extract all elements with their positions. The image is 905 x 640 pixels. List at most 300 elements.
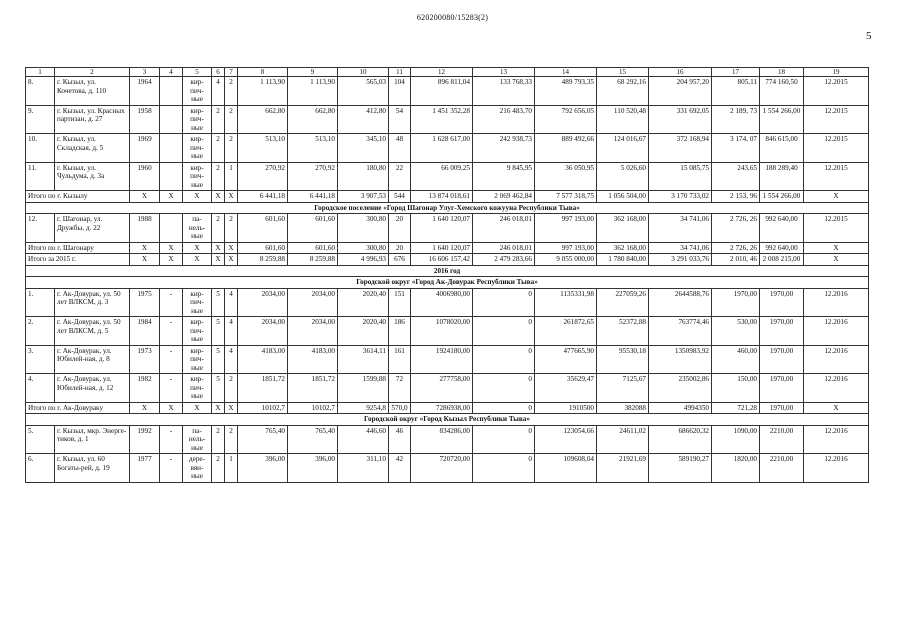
table-cell: 6 441,18 bbox=[238, 191, 288, 203]
table-cell: 12.2015 bbox=[804, 77, 869, 106]
table-cell: 1. bbox=[26, 288, 55, 317]
table-cell: 48 bbox=[389, 134, 411, 163]
table-cell: 261872,65 bbox=[535, 317, 597, 346]
table-cell: 601,60 bbox=[288, 242, 338, 254]
table-cell: 1970,00 bbox=[760, 374, 804, 403]
table-cell: 2 726, 26 bbox=[712, 242, 760, 254]
table-cell: г. Шагонар, ул. Дружбы, д. 22 bbox=[55, 214, 130, 243]
table-cell: г. Кызыл, ул. 60 Богаты-рей, д. 19 bbox=[55, 454, 130, 483]
table-cell: 1970,00 bbox=[760, 288, 804, 317]
table-cell: 544 bbox=[389, 191, 411, 203]
table-cell: 460,00 bbox=[712, 345, 760, 374]
table-cell: 277758,00 bbox=[411, 374, 473, 403]
table-cell: X bbox=[130, 402, 160, 414]
table-cell: 530,00 bbox=[712, 317, 760, 346]
table-cell: 3614,11 bbox=[338, 345, 389, 374]
table-row bbox=[26, 317, 869, 346]
table-cell: 180,80 bbox=[338, 162, 389, 191]
table-row bbox=[26, 374, 869, 403]
table-cell: 997 193,00 bbox=[535, 242, 597, 254]
table-cell: X bbox=[160, 402, 183, 414]
table-cell: 123054,66 bbox=[535, 425, 597, 454]
table-cell: 896 811,04 bbox=[411, 77, 473, 106]
table-cell: 834286,00 bbox=[411, 425, 473, 454]
column-header: 19 bbox=[804, 68, 869, 77]
table-cell: 8 259,88 bbox=[288, 254, 338, 266]
section-heading-row bbox=[26, 277, 869, 289]
table-cell: 12. bbox=[26, 214, 55, 243]
table-cell: 2 bbox=[225, 134, 238, 163]
table-cell: 1988 bbox=[130, 214, 160, 243]
table-cell: 2034,00 bbox=[288, 288, 338, 317]
column-header: 4 bbox=[160, 68, 183, 77]
table-cell: 150,00 bbox=[712, 374, 760, 403]
column-header: 11 bbox=[389, 68, 411, 77]
table-cell: - bbox=[160, 288, 183, 317]
table-cell: 4006980,00 bbox=[411, 288, 473, 317]
table-cell: 2644588,76 bbox=[649, 288, 712, 317]
column-header: 1 bbox=[26, 68, 55, 77]
table-cell: X bbox=[212, 402, 225, 414]
table-cell: - bbox=[160, 345, 183, 374]
table-cell: 992 640,00 bbox=[760, 242, 804, 254]
table-cell: 589190,27 bbox=[649, 454, 712, 483]
table-cell: 2020,40 bbox=[338, 317, 389, 346]
table-cell: 1975 bbox=[130, 288, 160, 317]
table-cell: 1 bbox=[225, 454, 238, 483]
table-cell: X bbox=[183, 254, 212, 266]
table-cell: 133 768,33 bbox=[473, 77, 535, 106]
table-cell: 0 bbox=[473, 288, 535, 317]
table-cell: X bbox=[804, 242, 869, 254]
table-cell: X bbox=[225, 242, 238, 254]
table-cell: 6. bbox=[26, 454, 55, 483]
table-cell: 2 189, 73 bbox=[712, 105, 760, 134]
table-cell: 372 168,94 bbox=[649, 134, 712, 163]
table-cell: 4183,00 bbox=[238, 345, 288, 374]
table-cell: 12.2015 bbox=[804, 162, 869, 191]
table-cell: 1599,88 bbox=[338, 374, 389, 403]
table-cell: 1960 bbox=[130, 162, 160, 191]
table-cell: 270,92 bbox=[288, 162, 338, 191]
table-cell: X bbox=[225, 254, 238, 266]
table-cell: 0 bbox=[473, 317, 535, 346]
table-cell bbox=[160, 134, 183, 163]
table-cell: 66 009,25 bbox=[411, 162, 473, 191]
table-cell: 1958 bbox=[130, 105, 160, 134]
table-cell: X bbox=[804, 402, 869, 414]
table-cell: 246 018,01 bbox=[473, 242, 535, 254]
page-number: 5 bbox=[866, 30, 872, 42]
table-cell: 9 055 000,00 bbox=[535, 254, 597, 266]
table-cell: г. Ак-Довурак, ул. Юбилей-ная, д. 8 bbox=[55, 345, 130, 374]
column-header: 17 bbox=[712, 68, 760, 77]
table-cell: 270,92 bbox=[238, 162, 288, 191]
table-cell: X bbox=[804, 254, 869, 266]
table-cell: 1 628 617,00 bbox=[411, 134, 473, 163]
section-heading-row bbox=[26, 265, 869, 277]
table-row bbox=[26, 214, 869, 243]
table-cell: 8. bbox=[26, 77, 55, 106]
table-cell: 22 bbox=[389, 162, 411, 191]
table-cell: 5 026,60 bbox=[597, 162, 649, 191]
table-cell: 2 bbox=[212, 134, 225, 163]
table-cell: 565,03 bbox=[338, 77, 389, 106]
table-cell: 227059,26 bbox=[597, 288, 649, 317]
table-cell: кир-пич-ные bbox=[183, 162, 212, 191]
table-cell: 12.2015 bbox=[804, 134, 869, 163]
table-row bbox=[26, 162, 869, 191]
table-cell: кир-пич-ные bbox=[183, 288, 212, 317]
table-cell: 412,80 bbox=[338, 105, 389, 134]
table-cell: 5 bbox=[212, 374, 225, 403]
section-heading-row bbox=[26, 202, 869, 214]
table-cell: кир-пич-ные bbox=[183, 105, 212, 134]
table-cell: 721,28 bbox=[712, 402, 760, 414]
table-cell: 104 bbox=[389, 77, 411, 106]
table-row bbox=[26, 288, 869, 317]
table-cell: 765,40 bbox=[238, 425, 288, 454]
table-cell: 188 289,40 bbox=[760, 162, 804, 191]
table-row bbox=[26, 345, 869, 374]
section-heading: Городской округ «Город Ак-Довурак Республики Тыва» bbox=[26, 277, 869, 289]
table-cell: X bbox=[160, 191, 183, 203]
table-cell: 997 193,00 bbox=[535, 214, 597, 243]
column-header: 8 bbox=[238, 68, 288, 77]
table-cell: 2 bbox=[212, 105, 225, 134]
table-cell: 1078020,00 bbox=[411, 317, 473, 346]
table-cell: 72 bbox=[389, 374, 411, 403]
table-cell: 151 bbox=[389, 288, 411, 317]
table-cell: 216 483,70 bbox=[473, 105, 535, 134]
table-cell: 5 bbox=[212, 345, 225, 374]
table-cell: 34 741,06 bbox=[649, 214, 712, 243]
table-cell: 1964 bbox=[130, 77, 160, 106]
table-cell: 95530,18 bbox=[597, 345, 649, 374]
table-cell: 3 291 033,76 bbox=[649, 254, 712, 266]
table-cell: 6 441,18 bbox=[288, 191, 338, 203]
table-cell: 765,40 bbox=[288, 425, 338, 454]
table-cell: 2 bbox=[225, 214, 238, 243]
table-cell: 204 957,20 bbox=[649, 77, 712, 106]
table-cell: 300,80 bbox=[338, 242, 389, 254]
table-cell: 601,60 bbox=[238, 214, 288, 243]
table-cell: 2. bbox=[26, 317, 55, 346]
table-cell: кир-пич-ные bbox=[183, 77, 212, 106]
table-cell: 2 bbox=[225, 105, 238, 134]
column-header: 15 bbox=[597, 68, 649, 77]
table-cell: кир-пич-ные bbox=[183, 374, 212, 403]
table-cell: кир-пич-ные bbox=[183, 317, 212, 346]
table-cell: 396,00 bbox=[238, 454, 288, 483]
table-cell: 2 bbox=[225, 77, 238, 106]
table-cell: 10102,7 bbox=[288, 402, 338, 414]
table-header-row bbox=[26, 68, 869, 77]
table-cell: X bbox=[183, 242, 212, 254]
table-cell: 109608,04 bbox=[535, 454, 597, 483]
table-cell: 396,00 bbox=[288, 454, 338, 483]
table-cell: 300,80 bbox=[338, 214, 389, 243]
column-header: 2 bbox=[55, 68, 130, 77]
total-row bbox=[26, 254, 869, 266]
table-cell: 1970,00 bbox=[760, 402, 804, 414]
table-cell: па-нель-ные bbox=[183, 425, 212, 454]
column-header: 7 bbox=[225, 68, 238, 77]
table-cell: 2034,00 bbox=[238, 288, 288, 317]
table-cell: 2034,00 bbox=[288, 317, 338, 346]
column-header: 9 bbox=[288, 68, 338, 77]
table-cell: 2210,00 bbox=[760, 454, 804, 483]
table-cell: 345,10 bbox=[338, 134, 389, 163]
table-cell: 1992 bbox=[130, 425, 160, 454]
table-cell: 16 606 157,42 bbox=[411, 254, 473, 266]
column-header: 14 bbox=[535, 68, 597, 77]
table-cell bbox=[160, 105, 183, 134]
table-cell: 0 bbox=[473, 345, 535, 374]
table-cell: X bbox=[160, 254, 183, 266]
table-cell: 1 640 120,07 bbox=[411, 242, 473, 254]
table-cell: 110 520,48 bbox=[597, 105, 649, 134]
table-cell bbox=[160, 162, 183, 191]
column-header: 16 bbox=[649, 68, 712, 77]
table-row bbox=[26, 77, 869, 106]
table-cell: 4994350 bbox=[649, 402, 712, 414]
table-cell: 186 bbox=[389, 317, 411, 346]
total-label: Итого за 2015 г. bbox=[26, 254, 130, 266]
total-label: Итого по г. Кызылу bbox=[26, 191, 130, 203]
table-cell: X bbox=[212, 191, 225, 203]
table-cell: г. Кызыл, ул. Складская, д. 5 bbox=[55, 134, 130, 163]
table-cell: 12.2015 bbox=[804, 214, 869, 243]
table-cell: 792 656,05 bbox=[535, 105, 597, 134]
table-cell: 1 780 840,00 bbox=[597, 254, 649, 266]
table-cell: 1970,00 bbox=[760, 345, 804, 374]
table-cell: 3 174, 07 bbox=[712, 134, 760, 163]
table-cell: 5 bbox=[212, 288, 225, 317]
table-cell: 446,60 bbox=[338, 425, 389, 454]
table-row bbox=[26, 454, 869, 483]
table-cell: кир-пич-ные bbox=[183, 345, 212, 374]
table-cell: 0 bbox=[473, 402, 535, 414]
table-row bbox=[26, 105, 869, 134]
table-cell: 2 726, 26 bbox=[712, 214, 760, 243]
table-cell: г. Ак-Довурак, ул. 50 лет ВЛКСМ, д. 3 bbox=[55, 288, 130, 317]
table-cell: 2034,00 bbox=[238, 317, 288, 346]
table-cell: 3 170 733,02 bbox=[649, 191, 712, 203]
table-cell: 662,80 bbox=[238, 105, 288, 134]
table-cell: 676 bbox=[389, 254, 411, 266]
table-cell: 2 069 462,84 bbox=[473, 191, 535, 203]
table-cell: 1970,00 bbox=[712, 288, 760, 317]
table-cell: дере-вян-ные bbox=[183, 454, 212, 483]
table-cell: 2 bbox=[212, 454, 225, 483]
table-cell: 242 938,73 bbox=[473, 134, 535, 163]
table-cell: 20 bbox=[389, 242, 411, 254]
table-cell: 763774,46 bbox=[649, 317, 712, 346]
table-cell: г. Ак-Довурак, ул. Юбилей-ная, д. 12 bbox=[55, 374, 130, 403]
table-cell: 2 bbox=[225, 374, 238, 403]
table-cell: 124 016,67 bbox=[597, 134, 649, 163]
table-cell: 1851,72 bbox=[288, 374, 338, 403]
column-header: 13 bbox=[473, 68, 535, 77]
table-cell: 992 640,00 bbox=[760, 214, 804, 243]
table-cell: 1 640 120,07 bbox=[411, 214, 473, 243]
table-cell: 12.2015 bbox=[804, 105, 869, 134]
table-cell: кир-пич-ные bbox=[183, 134, 212, 163]
table-cell: 235002,86 bbox=[649, 374, 712, 403]
table-cell: г. Кызыл, ул. Чульдума, д. 3а bbox=[55, 162, 130, 191]
table-cell: 662,80 bbox=[288, 105, 338, 134]
table-cell bbox=[160, 214, 183, 243]
table-cell: X bbox=[183, 402, 212, 414]
table-cell: 34 741,06 bbox=[649, 242, 712, 254]
table-cell: 513,10 bbox=[288, 134, 338, 163]
table-cell: 7286938,00 bbox=[411, 402, 473, 414]
table-cell: 12.2016 bbox=[804, 288, 869, 317]
table-cell: 54 bbox=[389, 105, 411, 134]
table-cell: 889 492,66 bbox=[535, 134, 597, 163]
column-header: 5 bbox=[183, 68, 212, 77]
total-row bbox=[26, 402, 869, 414]
table-cell: X bbox=[225, 191, 238, 203]
table-cell: X bbox=[183, 191, 212, 203]
table-cell: 362 168,00 bbox=[597, 242, 649, 254]
document-number: 620200080/15283(2) bbox=[416, 13, 489, 22]
table-cell: 1820,00 bbox=[712, 454, 760, 483]
table-cell: 1 113,90 bbox=[238, 77, 288, 106]
column-header: 6 bbox=[212, 68, 225, 77]
table-cell: 477665,90 bbox=[535, 345, 597, 374]
table-cell: па-нель-ные bbox=[183, 214, 212, 243]
section-heading: 2016 год bbox=[26, 265, 869, 277]
column-header: 12 bbox=[411, 68, 473, 77]
table-cell: 243,65 bbox=[712, 162, 760, 191]
table-cell: X bbox=[130, 242, 160, 254]
table-cell: г. Кызыл, ул. Красных партизан, д. 27 bbox=[55, 105, 130, 134]
total-label: Итого по г. Шагонару bbox=[26, 242, 130, 254]
table-cell: 12.2016 bbox=[804, 345, 869, 374]
table-cell: 36 050,95 bbox=[535, 162, 597, 191]
table-cell: 774 160,50 bbox=[760, 77, 804, 106]
table-cell: 3. bbox=[26, 345, 55, 374]
table-cell: г. Ак-Довурак, ул. 50 лет ВЛКСМ, д. 5 bbox=[55, 317, 130, 346]
table-cell: 1135331,98 bbox=[535, 288, 597, 317]
table-cell: 4183,00 bbox=[288, 345, 338, 374]
table-cell: 46 bbox=[389, 425, 411, 454]
housing-table bbox=[25, 67, 869, 483]
table-cell: 1 554 266,00 bbox=[760, 105, 804, 134]
table-cell: 0 bbox=[473, 454, 535, 483]
table-cell: X bbox=[804, 191, 869, 203]
table-cell: 1 bbox=[225, 162, 238, 191]
table-cell: 15 085,75 bbox=[649, 162, 712, 191]
table-cell: 7125,67 bbox=[597, 374, 649, 403]
table-cell: 1910500 bbox=[535, 402, 597, 414]
table-cell: - bbox=[160, 425, 183, 454]
table-cell: 2 479 283,66 bbox=[473, 254, 535, 266]
table-cell: 1984 bbox=[130, 317, 160, 346]
table-cell: 5 bbox=[212, 317, 225, 346]
table-cell: 11. bbox=[26, 162, 55, 191]
table-cell: 9254,8 bbox=[338, 402, 389, 414]
table-cell: 720720,00 bbox=[411, 454, 473, 483]
section-heading-row bbox=[26, 414, 869, 426]
table-cell: X bbox=[130, 191, 160, 203]
table-cell: 1 113,90 bbox=[288, 77, 338, 106]
section-heading: Городское поселение «Город Шагонар Улуг-Хемского кожууна Республики Тыва» bbox=[26, 202, 869, 214]
table-cell: г. Кызыл, ул. Кочетова, д. 110 bbox=[55, 77, 130, 106]
table-cell: 161 bbox=[389, 345, 411, 374]
column-header: 10 bbox=[338, 68, 389, 77]
table-cell: 846 615,00 bbox=[760, 134, 804, 163]
table-cell: 35629,47 bbox=[535, 374, 597, 403]
table-cell: 13 874 018,61 bbox=[411, 191, 473, 203]
table-cell bbox=[160, 77, 183, 106]
table-cell: 2210,00 bbox=[760, 425, 804, 454]
table-cell: 68 292,16 bbox=[597, 77, 649, 106]
table-cell: 1 451 352,28 bbox=[411, 105, 473, 134]
table-cell: 1851,72 bbox=[238, 374, 288, 403]
total-row bbox=[26, 191, 869, 203]
table-cell: 2 bbox=[212, 162, 225, 191]
table-row bbox=[26, 425, 869, 454]
table-cell: 331 692,05 bbox=[649, 105, 712, 134]
column-header: 3 bbox=[130, 68, 160, 77]
table-cell: 601,60 bbox=[288, 214, 338, 243]
table-cell: 4 bbox=[225, 288, 238, 317]
table-cell: X bbox=[225, 402, 238, 414]
table-cell: 42 bbox=[389, 454, 411, 483]
table-cell: - bbox=[160, 454, 183, 483]
table-cell: 246 018,01 bbox=[473, 214, 535, 243]
table-cell: 1090,00 bbox=[712, 425, 760, 454]
table-cell: 1924180,00 bbox=[411, 345, 473, 374]
table-cell: 4 bbox=[225, 345, 238, 374]
table-cell: 24611,02 bbox=[597, 425, 649, 454]
table-cell: 311,10 bbox=[338, 454, 389, 483]
table-cell: г. Кызыл, мкр. Энерге-тиков, д. 1 bbox=[55, 425, 130, 454]
table-cell: 4 bbox=[212, 77, 225, 106]
table-cell: 12.2016 bbox=[804, 454, 869, 483]
table-cell: 7 577 318,75 bbox=[535, 191, 597, 203]
table-cell: 513,10 bbox=[238, 134, 288, 163]
table-cell: X bbox=[212, 254, 225, 266]
total-row bbox=[26, 242, 869, 254]
table-cell: 1969 bbox=[130, 134, 160, 163]
table-cell: 1 554 266,00 bbox=[760, 191, 804, 203]
table-cell: 52372,88 bbox=[597, 317, 649, 346]
section-heading: Городской округ «Город Кызыл Республики Тыва» bbox=[26, 414, 869, 426]
table-cell: 21921,69 bbox=[597, 454, 649, 483]
table-cell: 1970,00 bbox=[760, 317, 804, 346]
table-cell: 10. bbox=[26, 134, 55, 163]
table-cell: 2 008 215,00 bbox=[760, 254, 804, 266]
table-cell: 1977 bbox=[130, 454, 160, 483]
table-cell: 2 153, 96 bbox=[712, 191, 760, 203]
table-cell: 1 056 504,00 bbox=[597, 191, 649, 203]
table-cell: 2 010, 46 bbox=[712, 254, 760, 266]
table-cell: 601,60 bbox=[238, 242, 288, 254]
table-cell: - bbox=[160, 374, 183, 403]
column-header: 18 bbox=[760, 68, 804, 77]
table-cell: 12.2016 bbox=[804, 317, 869, 346]
table-cell: 9 845,95 bbox=[473, 162, 535, 191]
table-cell: X bbox=[212, 242, 225, 254]
table-cell: 20 bbox=[389, 214, 411, 243]
table-cell: X bbox=[130, 254, 160, 266]
table-cell: 8 259,88 bbox=[238, 254, 288, 266]
table-cell: 12.2016 bbox=[804, 374, 869, 403]
